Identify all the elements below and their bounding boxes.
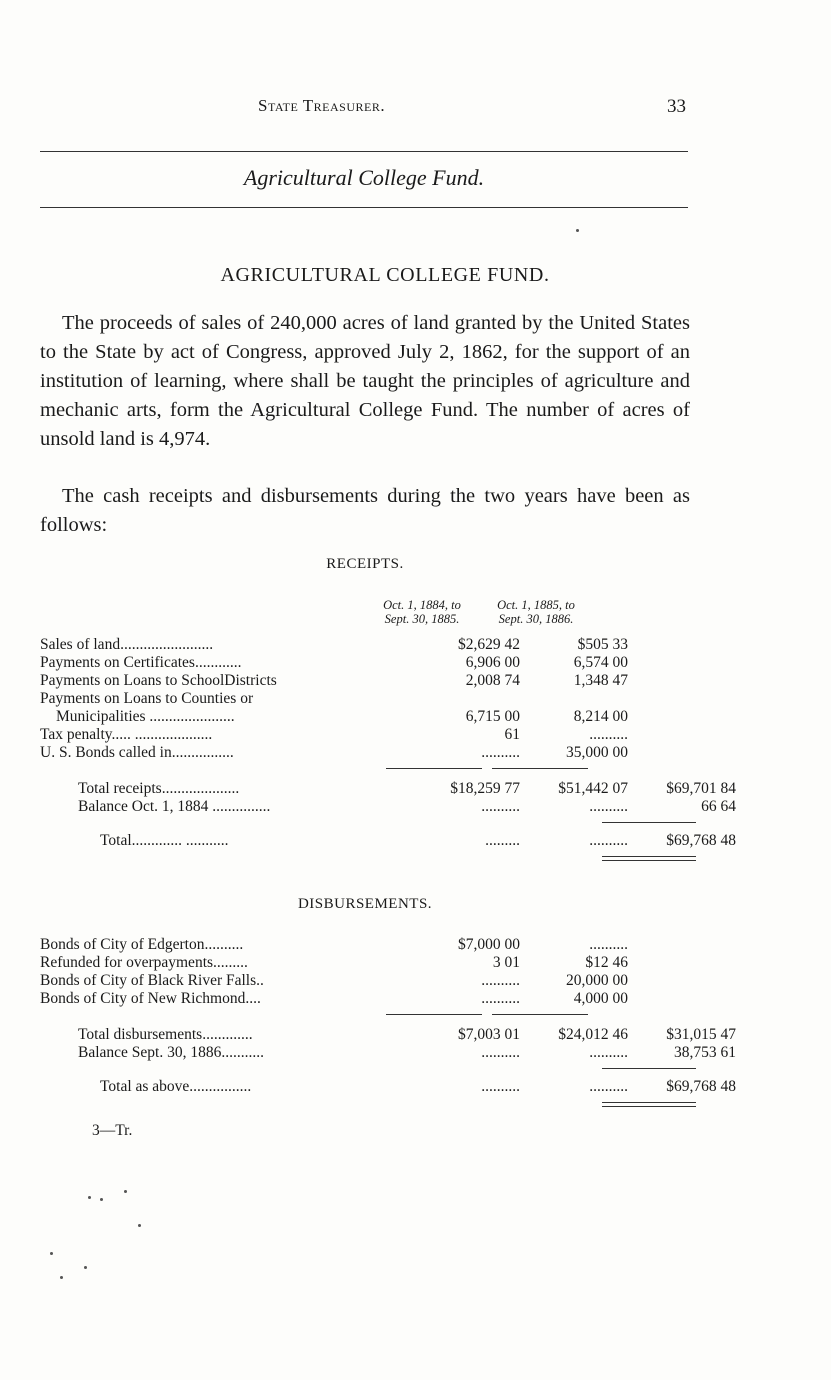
receipts-heading: RECEIPTS. bbox=[326, 556, 404, 572]
row-value-total: $69,768 48 bbox=[666, 832, 736, 849]
row-value-1885: $24,012 46 bbox=[558, 1026, 628, 1043]
table-row bbox=[40, 744, 700, 762]
row-value-total: $31,015 47 bbox=[666, 1026, 736, 1043]
row-value-1884: 6,715 00 bbox=[465, 708, 520, 725]
row-label: Refunded for overpayments......... bbox=[40, 954, 248, 971]
row-value-1885: .......... bbox=[589, 832, 628, 849]
table-row bbox=[40, 672, 700, 690]
row-value-1885: 4,000 00 bbox=[573, 990, 628, 1007]
receipts-col2-head bbox=[478, 598, 594, 626]
page-number: 33 bbox=[667, 96, 686, 117]
scan-speck bbox=[84, 1266, 87, 1269]
row-value-total: 38,753 61 bbox=[674, 1044, 736, 1061]
row-value-total: 66 64 bbox=[701, 798, 736, 815]
row-value-1885: 20,000 00 bbox=[566, 972, 628, 989]
scan-speck bbox=[124, 1190, 127, 1193]
row-label: Balance Oct. 1, 1884 ............... bbox=[78, 798, 271, 815]
total-rule bbox=[602, 1068, 696, 1069]
table-row bbox=[40, 936, 700, 954]
scan-speck bbox=[138, 1224, 141, 1227]
balance-row bbox=[40, 1044, 736, 1062]
row-label: Total as above................ bbox=[100, 1078, 252, 1095]
disbursements-total-row bbox=[40, 1078, 736, 1096]
row-value-1885: 1,348 47 bbox=[573, 672, 628, 689]
subtotal-rule-1 bbox=[386, 768, 482, 769]
row-label: Sales of land........................ bbox=[40, 636, 214, 653]
row-label: Bonds of City of Edgerton.......... bbox=[40, 936, 244, 953]
row-label: Payments on Certificates............ bbox=[40, 654, 242, 671]
row-value-1885: 6,574 00 bbox=[573, 654, 628, 671]
subhead-rule bbox=[40, 207, 688, 208]
row-label: Bonds of City of New Richmond.... bbox=[40, 990, 261, 1007]
row-value-1884: .......... bbox=[481, 1044, 520, 1061]
subtotal-rule-2 bbox=[492, 768, 588, 769]
row-value-1884: $7,000 00 bbox=[458, 936, 520, 953]
row-value-1885: 8,214 00 bbox=[573, 708, 628, 725]
receipts-col1-head bbox=[364, 598, 480, 626]
balance-row bbox=[40, 798, 736, 816]
row-value-1885: .......... bbox=[589, 798, 628, 815]
paragraph-proceeds: The proceeds of sales of 240,000 acres of land granted by the United States to the State by act of Congress, approved July 2, 1862, for the support of an institution of learning, where shall be taught the principles of agriculture and mechanic arts, form the Agricultural College Fund. The number of acres of unsold land is 4,974. bbox=[40, 312, 690, 450]
row-value-1885: .......... bbox=[589, 726, 628, 743]
row-value-1884: ......... bbox=[485, 832, 520, 849]
row-label: Tax penalty..... .................... bbox=[40, 726, 213, 743]
row-value-1885: .......... bbox=[589, 1044, 628, 1061]
row-value-1884: $2,629 42 bbox=[458, 636, 520, 653]
col1-head-line2: Sept. 30, 1885. bbox=[384, 612, 460, 626]
row-label: Total receipts.................... bbox=[78, 780, 240, 797]
disbursements-heading: DISBURSEMENTS. bbox=[297, 896, 433, 912]
total-double-rule bbox=[602, 856, 696, 861]
row-value-1885: .......... bbox=[589, 936, 628, 953]
row-value-total: $69,701 84 bbox=[666, 780, 736, 797]
paragraph-cash-receipts: The cash receipts and disbursements during the two years have been as follows: bbox=[40, 485, 690, 536]
row-value-1885: $12 46 bbox=[585, 954, 628, 971]
row-value-1884: .......... bbox=[481, 744, 520, 761]
row-value-1884: .......... bbox=[481, 1078, 520, 1095]
row-value-1884: 3 01 bbox=[492, 954, 520, 971]
total-double-rule bbox=[602, 1102, 696, 1107]
row-label: Payments on Loans to SchoolDistricts bbox=[40, 672, 277, 689]
running-title: State Treasurer. bbox=[258, 96, 386, 115]
table-row bbox=[40, 726, 700, 744]
running-head bbox=[0, 96, 831, 120]
scan-speck bbox=[576, 229, 579, 232]
row-value-1884: .......... bbox=[481, 798, 520, 815]
row-value-1884: $7,003 01 bbox=[458, 1026, 520, 1043]
subtotal-rule-2 bbox=[492, 1014, 588, 1015]
col1-head-line1: Oct. 1, 1884, to bbox=[383, 598, 461, 612]
row-label: Balance Sept. 30, 1886........... bbox=[78, 1044, 264, 1061]
scan-speck bbox=[60, 1276, 63, 1279]
total-disbursements-row bbox=[40, 1026, 736, 1044]
table-row bbox=[40, 690, 700, 708]
table-row bbox=[40, 954, 700, 972]
row-value-1885: $51,442 07 bbox=[558, 780, 628, 797]
row-value-1884: .......... bbox=[481, 972, 520, 989]
top-rule bbox=[40, 151, 688, 152]
row-label: Total............. ........... bbox=[100, 832, 229, 849]
scan-speck bbox=[50, 1252, 53, 1255]
subtotal-rule-1 bbox=[386, 1014, 482, 1015]
row-value-1884: 61 bbox=[504, 726, 520, 743]
total-rule bbox=[602, 822, 696, 823]
page-subhead: Agricultural College Fund. bbox=[243, 165, 485, 190]
signature-mark: 3—Tr. bbox=[92, 1122, 133, 1139]
total-receipts-row bbox=[40, 780, 736, 798]
row-label: Municipalities ...................... bbox=[56, 708, 235, 725]
row-value-1885: .......... bbox=[589, 1078, 628, 1095]
row-label: U. S. Bonds called in................ bbox=[40, 744, 234, 761]
row-label: Total disbursements............. bbox=[78, 1026, 253, 1043]
row-value-1884: .......... bbox=[481, 990, 520, 1007]
row-value-1885: 35,000 00 bbox=[566, 744, 628, 761]
table-row bbox=[40, 990, 700, 1008]
row-value-1884: 2,008 74 bbox=[465, 672, 520, 689]
row-value-total: $69,768 48 bbox=[666, 1078, 736, 1095]
table-row bbox=[40, 654, 700, 672]
receipts-total-row bbox=[40, 832, 736, 850]
row-label: Payments on Loans to Counties or bbox=[40, 690, 254, 707]
row-value-1884: 6,906 00 bbox=[465, 654, 520, 671]
table-row bbox=[40, 972, 700, 990]
col2-head-line2: Sept. 30, 1886. bbox=[498, 612, 574, 626]
scan-speck bbox=[100, 1198, 103, 1201]
table-row bbox=[40, 708, 700, 726]
row-label: Bonds of City of Black River Falls.. bbox=[40, 972, 264, 989]
table-row bbox=[40, 636, 700, 654]
scan-speck bbox=[88, 1196, 91, 1199]
row-value-1884: $18,259 77 bbox=[450, 780, 520, 797]
col2-head-line1: Oct. 1, 1885, to bbox=[497, 598, 575, 612]
row-value-1885: $505 33 bbox=[577, 636, 628, 653]
section-title: AGRICULTURAL COLLEGE FUND. bbox=[220, 264, 550, 286]
